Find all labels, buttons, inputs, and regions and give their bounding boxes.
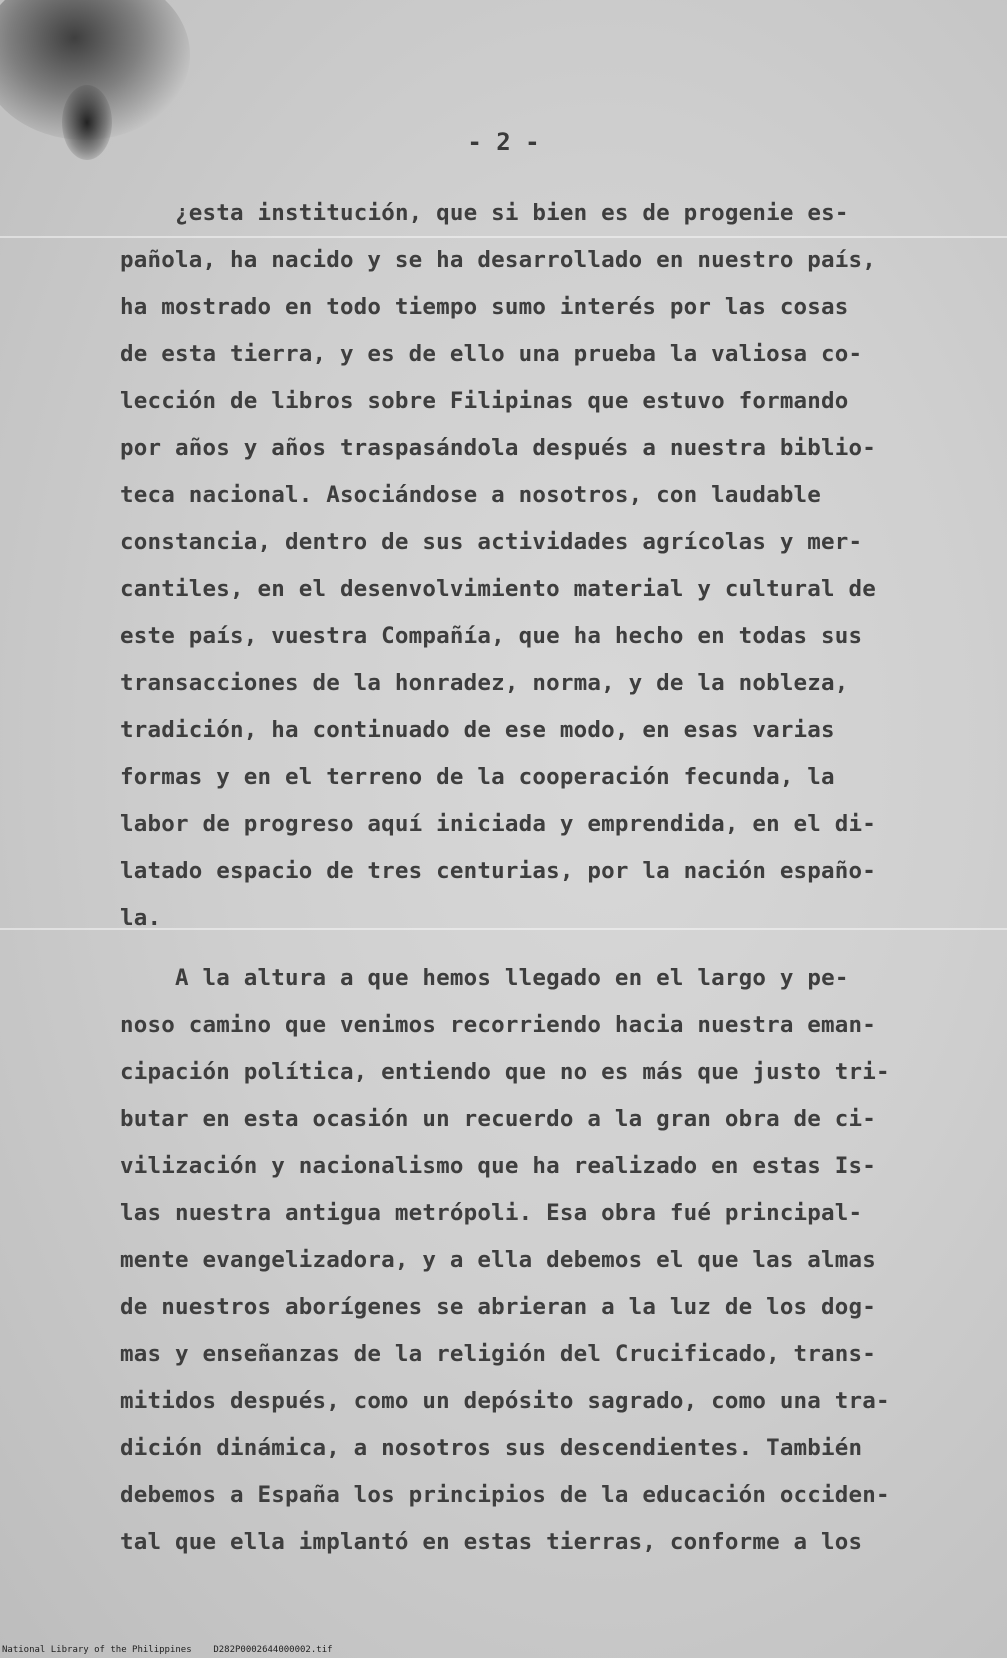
- text-line: la.: [120, 905, 162, 931]
- text-line: mente evangelizadora, y a ella debemos el que las almas: [120, 1247, 877, 1273]
- text-line: pañola, ha nacido y se ha desarrollado en nuestro país,: [120, 247, 877, 273]
- paragraph-2: [120, 955, 920, 1566]
- text-line: mitidos después, como un depósito sagrado, como una tra-: [120, 1388, 890, 1414]
- text-line: constancia, dentro de sus actividades agrícolas y mer-: [120, 529, 863, 555]
- text-line: cantiles, en el desenvolvimiento material y cultural de: [120, 576, 877, 602]
- text-line: transacciones de la honradez, norma, y de la nobleza,: [120, 670, 849, 696]
- text-line: A la altura a que hemos llegado en el largo y pe-: [175, 965, 849, 991]
- text-line: mas y enseñanzas de la religión del Crucificado, trans-: [120, 1341, 877, 1367]
- text-line: de esta tierra, y es de ello una prueba la valiosa co-: [120, 341, 863, 367]
- footer-caption: National Library of the Philippines D282P0002644000002.tif: [2, 1645, 333, 1655]
- text-line: dición dinámica, a nosotros sus descendientes. También: [120, 1435, 863, 1461]
- text-line: tal que ella implantó en estas tierras, conforme a los: [120, 1529, 863, 1555]
- text-line: noso camino que venimos recorriendo hacia nuestra eman-: [120, 1012, 877, 1038]
- text-line: formas y en el terreno de la cooperación fecunda, la: [120, 764, 835, 790]
- text-line: debemos a España los principios de la educación occiden-: [120, 1482, 890, 1508]
- text-line: cipación política, entiendo que no es más que justo tri-: [120, 1059, 890, 1085]
- text-line: las nuestra antigua metrópoli. Esa obra fué principal-: [120, 1200, 863, 1226]
- text-line: latado espacio de tres centurias, por la nación españo-: [120, 858, 877, 884]
- text-line: vilización y nacionalismo que ha realizado en estas Is-: [120, 1153, 877, 1179]
- page-number: - 2 -: [467, 128, 540, 156]
- paragraph-1: [120, 190, 920, 942]
- text-line: labor de progreso aquí iniciada y emprendida, en el di-: [120, 811, 877, 837]
- text-line: teca nacional. Asociándose a nosotros, con laudable: [120, 482, 822, 508]
- text-line: de nuestros aborígenes se abrieran a la luz de los dog-: [120, 1294, 877, 1320]
- text-line: por años y años traspasándola después a nuestra biblio-: [120, 435, 877, 461]
- text-line: ¿esta institución, que si bien es de progenie es-: [175, 200, 849, 226]
- text-line: lección de libros sobre Filipinas que estuvo formando: [120, 388, 849, 414]
- text-line: ha mostrado en todo tiempo sumo interés por las cosas: [120, 294, 849, 320]
- text-line: este país, vuestra Compañía, que ha hecho en todas sus: [120, 623, 863, 649]
- text-line: butar en esta ocasión un recuerdo a la gran obra de ci-: [120, 1106, 877, 1132]
- text-line: tradición, ha continuado de ese modo, en esas varias: [120, 717, 835, 743]
